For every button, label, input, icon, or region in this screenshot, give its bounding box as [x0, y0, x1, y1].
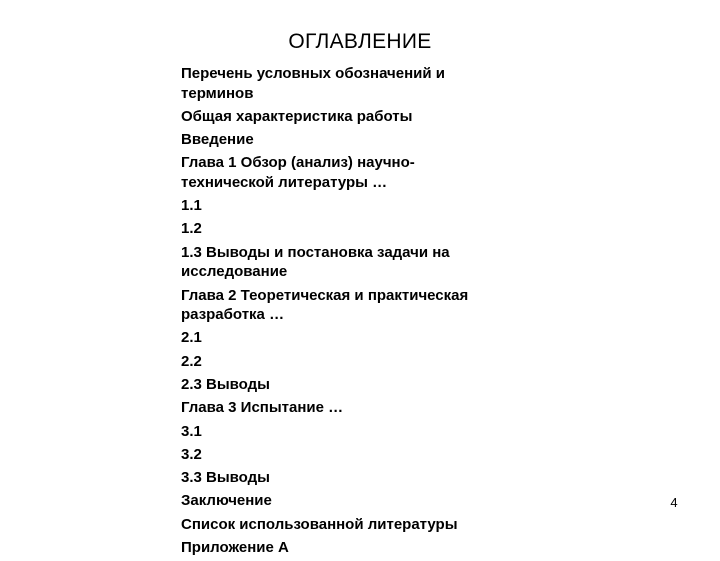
toc-item-text: 3.1: [181, 422, 202, 440]
toc-item: [181, 398, 501, 418]
toc-item-text: 2.1: [181, 329, 202, 347]
toc-item-text: Список использованной литературы: [181, 515, 458, 533]
toc-item-text: 1.1: [181, 197, 202, 215]
toc-item-text: 2.3 Выводы: [181, 375, 270, 393]
toc-item-text: Перечень условных обозначений и: [181, 65, 445, 82]
table-of-contents: [181, 64, 501, 561]
toc-item: [181, 422, 501, 442]
toc-item: [181, 219, 501, 239]
toc-item: [181, 107, 501, 127]
toc-item-text: 1.2: [181, 220, 202, 238]
toc-item-text: исследование: [181, 263, 288, 281]
toc-item-text: Приложение А: [181, 539, 289, 557]
toc-item: [181, 468, 501, 488]
toc-item-text: Введение: [181, 131, 254, 149]
toc-item-text: Заключение: [181, 492, 272, 510]
toc-item: [181, 286, 501, 325]
toc-item-text: 1.3 Выводы и постановка задачи на: [181, 243, 450, 261]
toc-item: [181, 153, 501, 192]
toc-item: [181, 375, 501, 395]
toc-item-text: Общая характеристика работы: [181, 107, 413, 125]
toc-item-text: Глава 3 Испытание …: [181, 399, 344, 417]
toc-item-text: 2.2: [181, 352, 202, 370]
toc-item-text: разработка …: [181, 306, 285, 324]
toc-item: [181, 130, 501, 150]
toc-item: [181, 491, 501, 511]
toc-item: [181, 352, 501, 372]
toc-item-text: Глава 2 Теоретическая и практическая: [181, 286, 469, 304]
toc-item-text: терминов: [181, 84, 254, 102]
page-title: ОГЛАВЛЕНИЕ: [288, 30, 432, 53]
toc-item-text: 3.3 Выводы: [181, 469, 270, 487]
toc-item-text: 3.2: [181, 445, 202, 463]
toc-item-text: технической литературы …: [181, 173, 388, 191]
page-number: 4: [670, 495, 678, 510]
toc-item: [181, 445, 501, 465]
toc-item: [181, 538, 501, 558]
toc-item: [181, 328, 501, 348]
toc-item: [181, 64, 501, 103]
toc-item: [181, 196, 501, 216]
toc-item-text: Глава 1 Обзор (анализ) научно-: [181, 154, 415, 172]
toc-item: [181, 243, 501, 282]
toc-item: [181, 515, 501, 535]
